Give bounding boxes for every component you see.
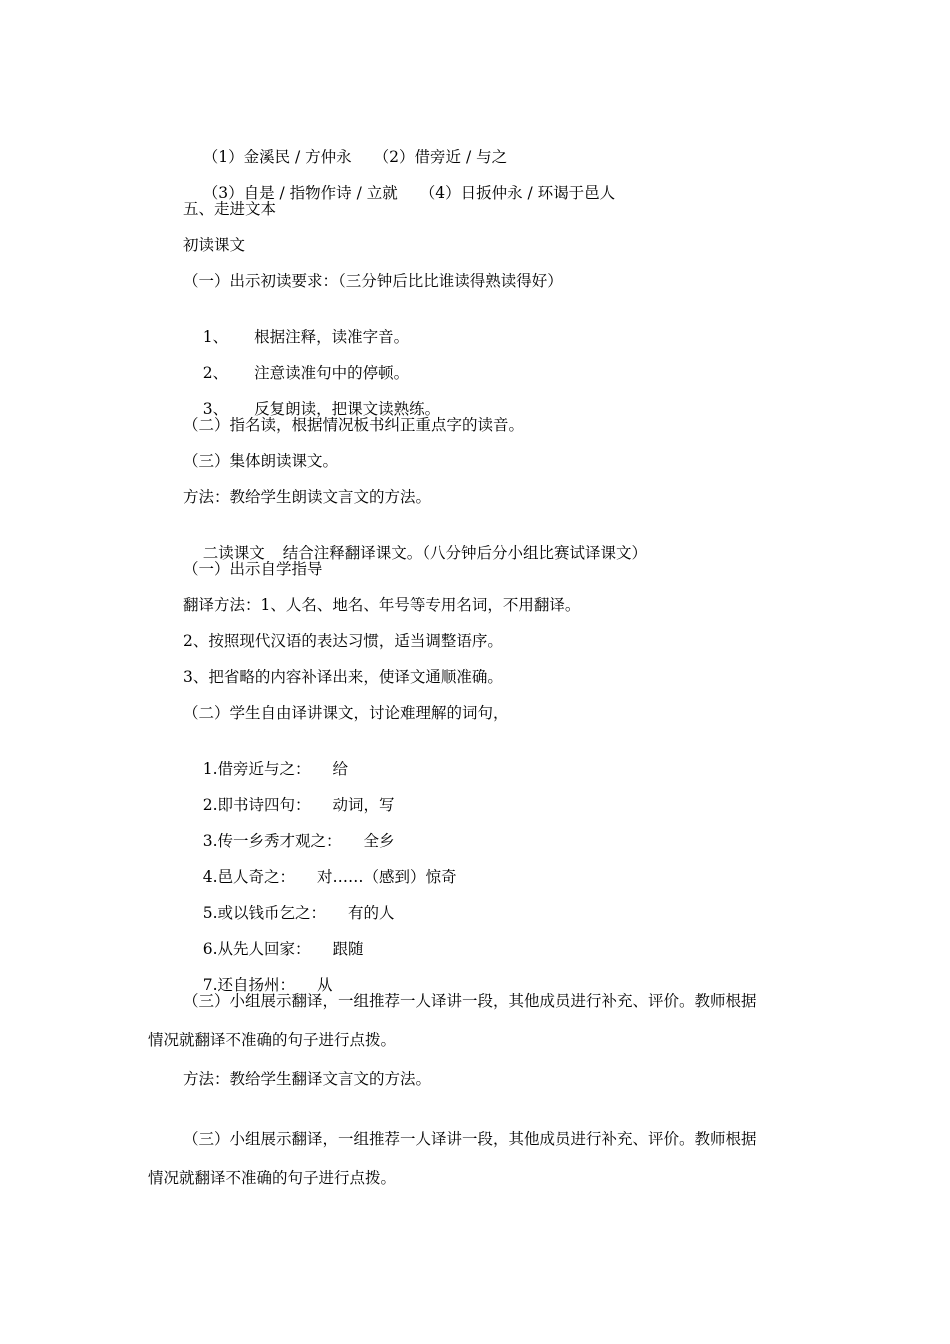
text-line: 2、按照现代汉语的表达习惯，适当调整语序。 [183, 632, 503, 650]
word-meaning: 给 [332, 760, 349, 778]
section-heading: 五、走进文本 [183, 200, 277, 218]
text-segment: 二读课文 [202, 544, 265, 562]
text-line: （三）集体朗读课文。 [183, 452, 339, 470]
subheading: 初读课文 [183, 236, 246, 254]
word-phrase: 5.或以钱币乞之： [202, 904, 327, 922]
text-line: （一）出示自学指导 [183, 560, 323, 578]
text-line: 方法：教给学生翻译文言文的方法。 [183, 1070, 432, 1088]
word-phrase: 2.即书诗四句： [202, 796, 311, 814]
list-text: 反复朗读，把课文读熟练。 [254, 400, 441, 418]
text-line: 方法：教给学生朗读文言文的方法。 [183, 488, 432, 506]
text-line: （一）出示初读要求：（三分钟后比比谁读得熟读得好） [183, 272, 563, 290]
text-line: 翻译方法：1、人名、地名、年号等专用名词，不用翻译。 [183, 596, 581, 614]
paragraph-line: （三）小组展示翻译，一组推荐一人译讲一段，其他成员进行补充、评价。教师根据 [183, 992, 757, 1010]
paragraph-line: （三）小组展示翻译，一组推荐一人译讲一段，其他成员进行补充、评价。教师根据 [183, 1130, 757, 1148]
list-number: 3、 [202, 400, 229, 418]
word-meaning: 对……（感到）惊奇 [317, 868, 457, 886]
word-meaning: 从 [317, 976, 333, 994]
text-segment: （2）借旁近 / 与之 [373, 148, 508, 166]
text-line: 3、把省略的内容补译出来，使译文通顺准确。 [183, 668, 503, 686]
list-number: 2、 [202, 364, 229, 382]
word-meaning: 动词，写 [332, 796, 395, 814]
list-number: 1、 [202, 328, 229, 346]
text-segment: （1）金溪民 / 方仲永 [202, 148, 352, 166]
list-text: 根据注释，读准字音。 [254, 328, 410, 346]
word-phrase: 6.从先人回家： [202, 940, 311, 958]
word-meaning: 全乡 [363, 832, 395, 850]
text-segment: （3）自是 / 指物作诗 / 立就 [202, 184, 398, 202]
text-segment: 结合注释翻译课文。（八分钟后分小组比赛试译课文） [282, 544, 647, 562]
word-meaning: 有的人 [348, 904, 395, 922]
text-segment: （4）日扳仲永 / 环谒于邑人 [419, 184, 616, 202]
word-phrase: 7.还自扬州： [202, 976, 296, 994]
text-line: （二）学生自由译讲课文，讨论难理解的词句， [183, 704, 509, 722]
text-line: （二）指名读，根据情况板书纠正重点字的读音。 [183, 416, 525, 434]
word-phrase: 3.传一乡秀才观之： [202, 832, 342, 850]
word-phrase: 4.邑人奇之： [202, 868, 296, 886]
paragraph-line: 情况就翻译不准确的句子进行点拨。 [148, 1031, 397, 1049]
list-text: 注意读准句中的停顿。 [254, 364, 410, 382]
word-meaning: 跟随 [332, 940, 364, 958]
paragraph-line: 情况就翻译不准确的句子进行点拨。 [148, 1169, 397, 1187]
word-phrase: 1.借旁近与之： [202, 760, 311, 778]
